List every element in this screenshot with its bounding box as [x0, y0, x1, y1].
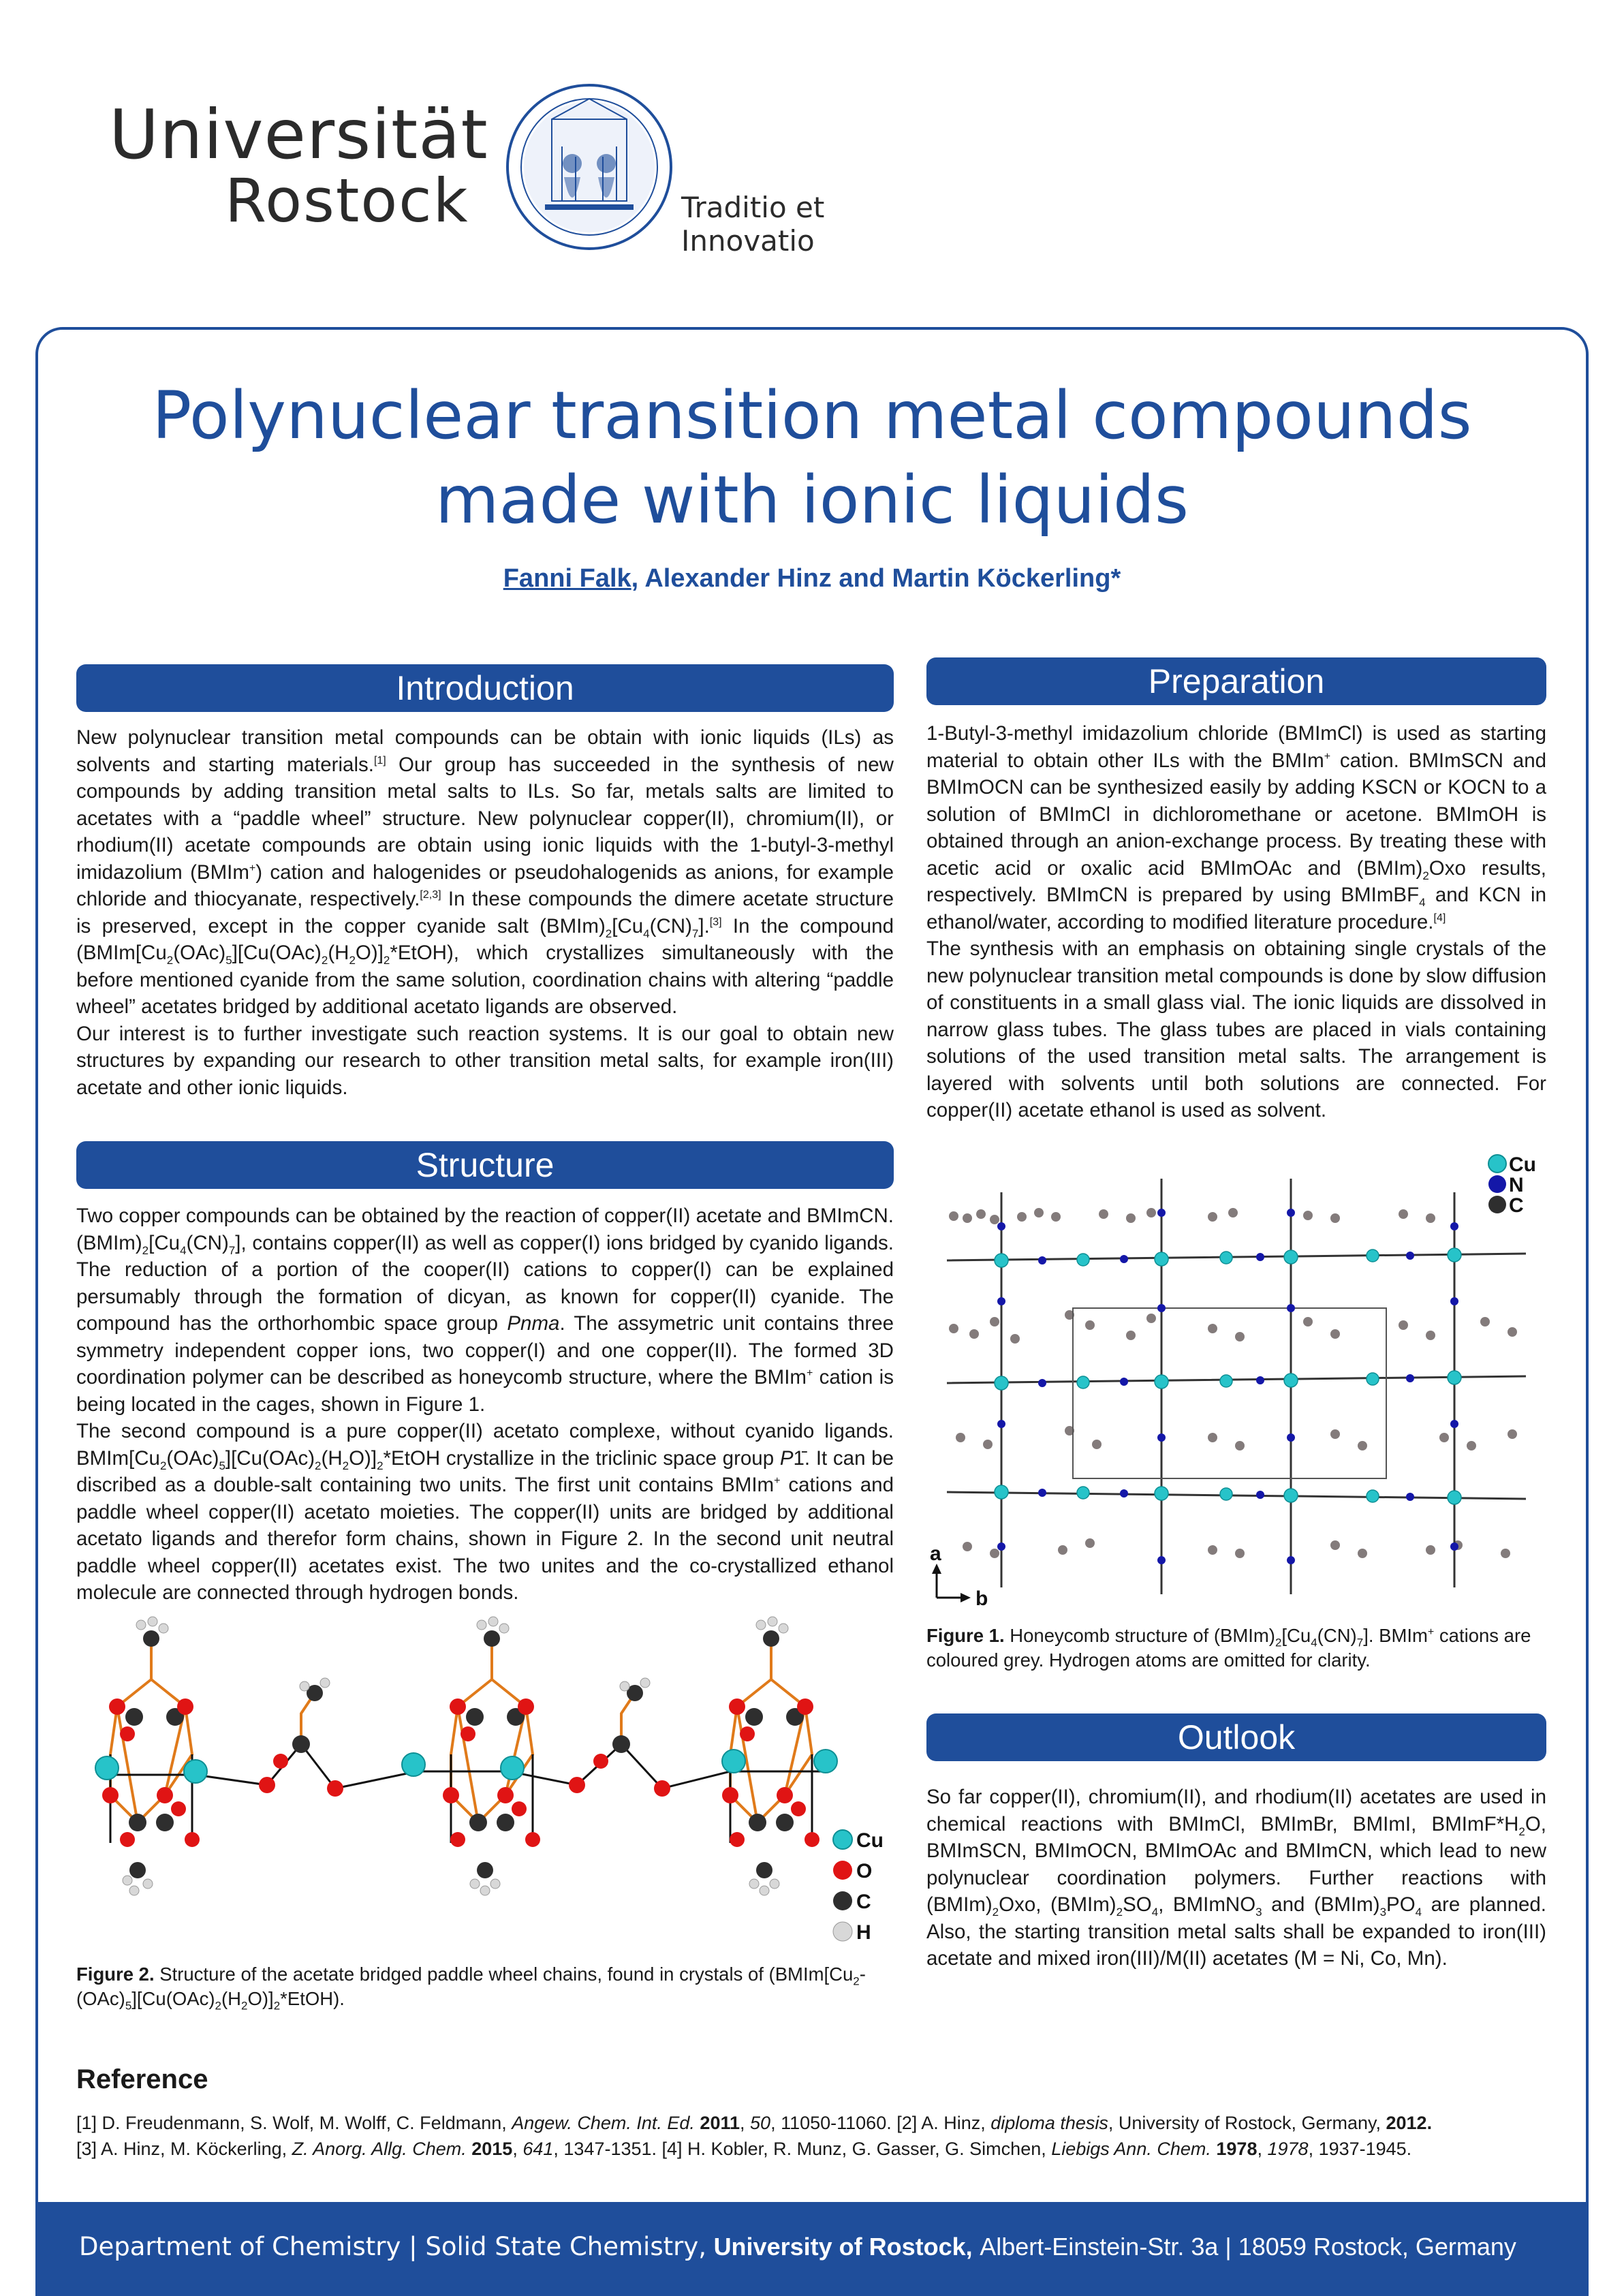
axis-b-label: b	[975, 1587, 988, 1610]
figure-1-honeycomb-structure	[926, 1151, 1546, 1615]
footer-address: Albert-Einstein-Str. 3a | 18059 Rostock, Germany	[980, 2233, 1516, 2261]
outlook-heading: Outlook	[926, 1713, 1546, 1761]
preparation-text: 1-Butyl-3-methyl imidazolium chloride (BMImCl) is used as starting material to obtain other ILs with the BMIm+ cation. BMImSCN and BMImOCN can be synthesized easily by adding KSCN or KOCN to a solution of BMImCl in dichloromethane or acetone. BMImOH is obtained through an anion-exchange process. By treating these with acetic acid or oxalic acid BMImOAc and $(BMIm)_2Oxo$ results, respectively. BMImCN is prepared by using BMImBF$_4$ and KCN in ethanol/water, according to modified literature procedure.[4] The synthesis with an emphasis on obtaining single crystals of the new polynuclear transition metal compounds is done by slow diffusion of constituents in a small glass vial. The ionic liquids are dissolved in narrow glass tubes. The glass tubes are placed in vials containing solutions of the used transition metal salts. The arrangement is layered with solvents until both solutions are connected. For copper(II) acetate ethanol is used as solvent.	[926, 722, 1547, 1121]
outlook-text: So far copper(II), chromium(II), and rhodium(II) acetates are used in chemical reactions with BMImCl, BMImBr, BMImI, $BMImF*H_2O$, BMImSCN, BMImOCN, BMImOAc and BMImCN, which lead to new polynuclear coordination polymers. Further reactions with $(BMIm)_2Oxo$, $(BMIm)_2SO_4$, BMImNO$_3$ and $(BMIm)_3PO_4$ are planned. Also, the starting transition metal salts shall be expanded to iron(III) acetate and mixed iron(III)/M(II) acetates (M = Ni, Co, Mn).	[926, 1786, 1546, 1970]
author-list	[35, 564, 1589, 593]
introduction-heading: Introduction	[76, 664, 894, 712]
legend-c: C	[856, 1891, 871, 1913]
legend-cu: Cu	[856, 1829, 884, 1852]
figure-1-label: Figure 1.	[926, 1625, 1005, 1646]
figure-2-legend	[833, 1829, 884, 1944]
footer-department: Department of Chemistry | Solid State Chemistry,	[79, 2232, 706, 2261]
presenting-author: Fanni Falk	[503, 564, 631, 593]
footer-bar	[35, 2202, 1589, 2296]
legend-c: C	[1509, 1194, 1524, 1217]
university-seal-icon	[504, 82, 674, 252]
title-line-2: made with ionic liquids	[435, 462, 1189, 538]
legend-h: H	[856, 1921, 871, 1944]
university-name-line1: Universität	[109, 95, 488, 174]
reference-line-1: [1] D. Freudenmann, S. Wolf, M. Wolff, C. Feldmann, Angew. Chem. Int. Ed. 2011, 50, 11050-11060. [2] A. Hinz, diploma thesis, University of Rostock, Germany, 2012.	[76, 2113, 1433, 2133]
university-logo	[109, 68, 940, 258]
figure-1-caption: Figure 1. Honeycomb structure of $(BMIm)_2[Cu_4(CN)_7]$. BMIm+ cations are coloured grey. Hydrogen atoms are omitted for clarity.	[926, 1625, 1531, 1671]
figure-2-label: Figure 2.	[76, 1964, 155, 1985]
structure-text: Two copper compounds can be obtained by the reaction of copper(II) acetate and BMImCN. $(BMIm)_2[Cu_4(CN)_7]$, contains copper(II) as well as copper(I) ions bridged by cyanido ligands. The reduction of a portion of the cooper(II) cations to copper(I) can be explained persumably through the formation of dicyan, as known for copper(II) cyanide. The compound has the orthorhombic space group Pnma. The assymetric unit contains three symmetry independent copper ions, two copper(I) and one copper(II). The formed 3D coordination polymer can be described as honeycomb structure, where the BMIm+ cation is being located in the cages, shown in Figure 1. The second compound is a pure copper(II) acetato complexe, without cyanido ligands. $BMIm[Cu_2(OAc)_5][Cu(OAc)_2(H_2O)]_2*EtOH$ crystallize in the triclinic space group P1̄. It can be discribed as a double-salt containing two units. The first unit contains BMIm+ cations and paddle wheel copper(II) acetato moieties. The copper(II) units are bridged by additional acetato ligands and therefor form chains, shown in Figure 2. In the second unit neutral paddle wheel copper(II) acetates exist. The two unites and the co-crystallized ethanol molecule are connected through hydrogen bonds.	[76, 1205, 894, 1604]
university-motto: Traditio et Innovatio	[681, 191, 825, 258]
reference-line-2: [3] A. Hinz, M. Köckerling, Z. Anorg. Allg. Chem. 2015, 641, 1347-1351. [4] H. Kobler, R. Munz, G. Gasser, G. Simchen, Liebigs Ann. Chem. 1978, 1978, 1937-1945.	[76, 2139, 1412, 2159]
axis-a-label: a	[930, 1542, 941, 1565]
figure-1-legend	[1488, 1153, 1536, 1217]
introduction-text: New polynuclear transition metal compounds can be obtain with ionic liquids (ILs) as solvents and starting materials.[1] Our group has succeeded in the synthesis of new compounds by adding transition metal salts to ILs. So far, metals salts are limited to acetates with a “paddle wheel” structure. New polynuclear copper(II), chromium(II), or rhodium(II) acetate compounds are obtain using ionic liquids with the 1-butyl-3-methyl imidazolium (BMIm+) cation and halogenides or pseudohalogenids as anions, for example chloride and thiocyanate, respectively.[2,3] In these compounds the dimere acetate structure is preserved, except in the copper cyanide salt $(BMIm)_2[Cu_4(CN)_7].[3]$ In the compound $(BMIm[Cu_2(OAc)_5][Cu(OAc)_2(H_2O)]_2*EtOH)$, which crystallizes simultaneously with the before mentioned cyanide from the same solution, coordination chains with altering “paddle wheel” acetates bridged by additional acetato ligands are observed. Our interest is to further investigate such reaction systems. It is our goal to obtain new structures by expanding our research to other transition metal salts, for example iron(III) acetate and other ionic liquids.	[76, 726, 894, 1099]
preparation-heading: Preparation	[926, 657, 1546, 705]
title-line-1: Polynuclear transition metal compounds	[152, 377, 1472, 454]
reference-list	[76, 2110, 1548, 2162]
footer-university: University of Rostock,	[713, 2233, 973, 2261]
reference-heading: Reference	[76, 2064, 208, 2094]
poster-title	[35, 373, 1589, 542]
footer-text	[79, 2227, 1516, 2267]
legend-cu: Cu	[1509, 1153, 1536, 1176]
legend-n: N	[1509, 1174, 1524, 1196]
figure-2-paddle-wheel-chain	[76, 1598, 894, 1959]
legend-o: O	[856, 1860, 873, 1882]
figure-1-axes	[930, 1542, 988, 1610]
structure-heading: Structure	[76, 1141, 894, 1189]
figure-2-caption: Figure 2. Structure of the acetate bridged paddle wheel chains, found in crystals of $(BMIm[Cu_2-(OAc)_5][Cu(OAc)_2(H_2O)]_2*EtOH)$.	[76, 1964, 866, 2013]
university-name-line2: Rostock	[225, 166, 469, 236]
co-authors: , Alexander Hinz and Martin Köckerling*	[631, 564, 1121, 593]
